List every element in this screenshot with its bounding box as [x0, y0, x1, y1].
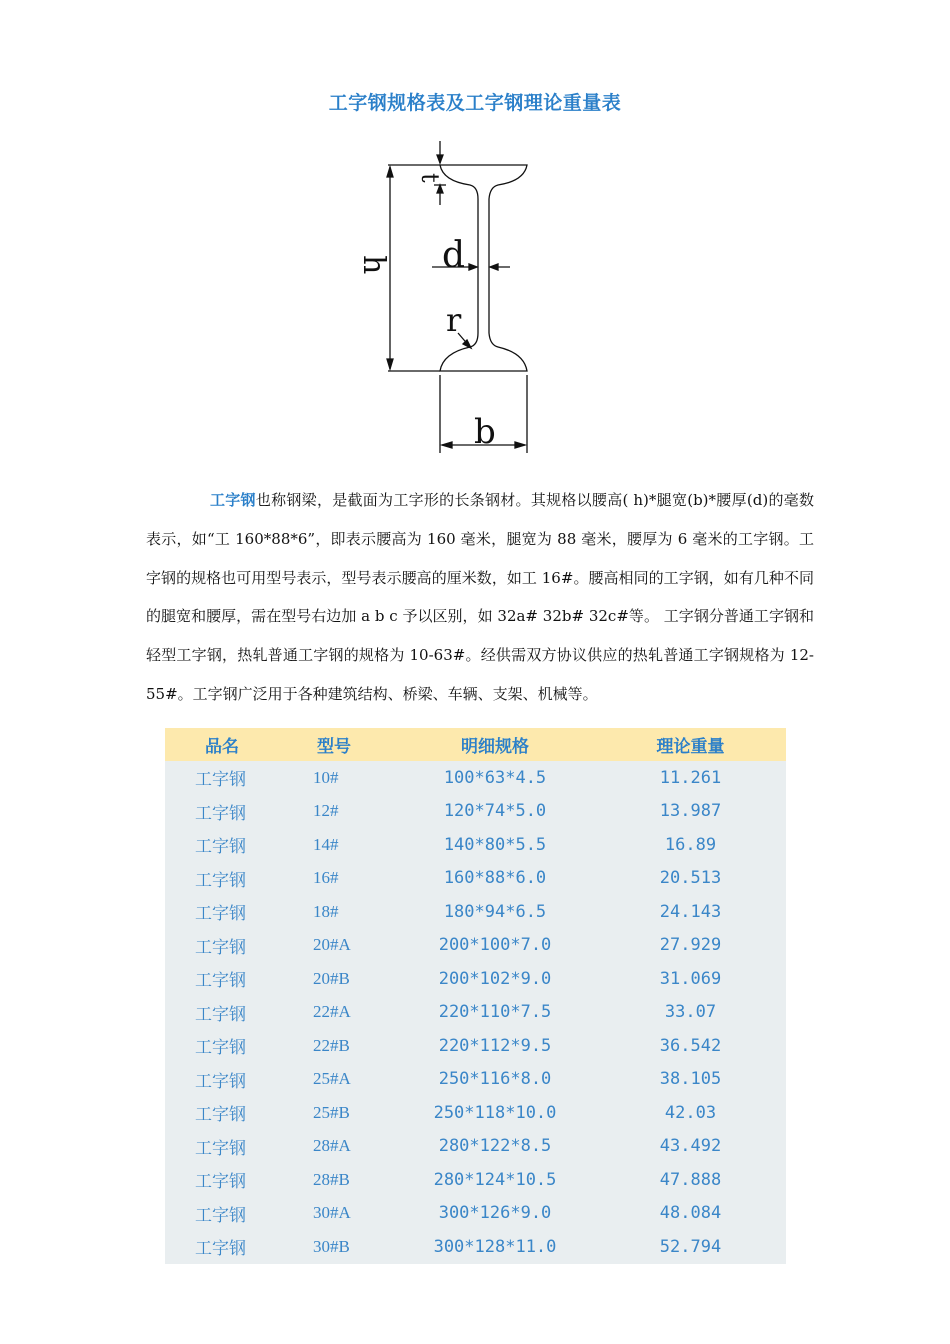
cell-spec: 220*110*7.5	[438, 1002, 552, 1023]
cell-weight: 16.89	[664, 834, 717, 855]
cell-model: 20#A	[313, 935, 351, 955]
table-row	[165, 1096, 786, 1130]
table-row	[165, 1197, 786, 1231]
cell-name: 工字钢	[195, 1071, 246, 1092]
cell-name: 工字钢	[195, 803, 246, 824]
cell-spec: 120*74*5.0	[443, 801, 547, 822]
cell-model: 20#B	[313, 968, 350, 988]
cell-name: 工字钢	[195, 937, 246, 958]
cell-spec: 160*88*6.0	[443, 868, 547, 889]
table-row	[165, 795, 786, 829]
cell-weight: 52.794	[659, 1236, 722, 1257]
table-row	[165, 929, 786, 963]
table-row	[165, 895, 786, 929]
spec-table	[165, 728, 786, 1264]
cell-model: 16#	[313, 868, 339, 888]
table-row	[165, 1063, 786, 1097]
table-row	[165, 761, 786, 795]
cell-model: 12#	[313, 801, 339, 821]
intro-lead-term: 工字钢	[210, 491, 256, 509]
cell-spec: 220*112*9.5	[438, 1035, 552, 1056]
label-b: b	[474, 412, 496, 452]
label-d: d	[442, 235, 466, 276]
table-row	[165, 862, 786, 896]
cell-name: 工字钢	[195, 1138, 246, 1159]
cell-name: 工字钢	[195, 837, 246, 858]
cell-name: 工字钢	[195, 1239, 246, 1260]
cell-weight: 36.542	[659, 1035, 722, 1056]
table-row	[165, 996, 786, 1030]
table-row	[165, 1130, 786, 1164]
label-t: t	[416, 173, 444, 183]
cell-weight: 27.929	[659, 935, 722, 956]
cell-name: 工字钢	[195, 1038, 246, 1059]
cell-name: 工字钢	[195, 1004, 246, 1025]
cell-model: 28#B	[313, 1169, 350, 1189]
table-row	[165, 1230, 786, 1264]
cell-weight: 31.069	[659, 968, 722, 989]
cell-spec: 100*63*4.5	[443, 767, 547, 788]
cell-spec: 180*94*6.5	[443, 901, 547, 922]
cell-weight: 20.513	[659, 868, 722, 889]
cell-model: 22#B	[313, 1035, 350, 1055]
cell-model: 18#	[313, 901, 339, 921]
cell-model: 10#	[313, 767, 339, 787]
cell-spec: 300*128*11.0	[433, 1236, 557, 1257]
table-row	[165, 1029, 786, 1063]
cell-model: 14#	[313, 834, 339, 854]
table-row	[165, 1163, 786, 1197]
spec-table-container	[165, 728, 786, 1264]
header-model: 型号	[317, 737, 351, 757]
cell-spec: 280*122*8.5	[438, 1136, 552, 1157]
table-row	[165, 828, 786, 862]
page-title: 工字钢规格表及工字钢理论重量表	[328, 92, 622, 114]
cell-weight: 24.143	[659, 901, 722, 922]
cell-name: 工字钢	[195, 870, 246, 891]
cell-spec: 200*102*9.0	[438, 968, 552, 989]
cell-weight: 11.261	[659, 767, 722, 788]
cell-weight: 47.888	[659, 1169, 722, 1190]
cell-weight: 38.105	[659, 1069, 722, 1090]
cell-spec: 200*100*7.0	[438, 935, 552, 956]
header-weight: 理论重量	[656, 737, 725, 757]
cell-model: 30#B	[313, 1236, 350, 1256]
cell-spec: 300*126*9.0	[438, 1203, 552, 1224]
cell-spec: 250*116*8.0	[438, 1069, 552, 1090]
cell-name: 工字钢	[195, 971, 246, 992]
cell-model: 25#B	[313, 1102, 350, 1122]
cell-name: 工字钢	[195, 770, 246, 791]
cell-name: 工字钢	[195, 1205, 246, 1226]
cell-spec: 140*80*5.5	[443, 834, 547, 855]
intro-body: 也称钢梁，是截面为工字形的长条钢材。其规格以腰高( h)*腿宽(b)*腰厚(d)的毫数表示，如“工 160*88*6”，即表示腰高为 160 毫米，腿宽为 88 毫米，腰厚为 6 毫米的工字钢。工字钢的规格也可用型号表示，型号表示腰高的厘米数，如工 16#。腰高相同的工字钢，如有几种不同的腿宽和腰厚，需在型号右边加 a b c 予以区别，如 32a# 32b# 32c#等。 工字钢分普通工字钢和轻型工字钢，热轧普通工字钢的规格为 10-63#。经供需双方协议供应的热轧普通工字钢规格为 12-55#。工字钢广泛用于各种建筑结构、桥梁、车辆、支架、机械等。	[146, 491, 814, 703]
cell-name: 工字钢	[195, 904, 246, 925]
cell-model: 28#A	[313, 1136, 351, 1156]
table-row	[165, 962, 786, 996]
cell-spec: 280*124*10.5	[433, 1169, 557, 1190]
label-h: h	[356, 255, 391, 275]
label-r: r	[446, 301, 462, 339]
cell-name: 工字钢	[195, 1105, 246, 1126]
cell-spec: 250*118*10.0	[433, 1102, 557, 1123]
cell-weight: 33.07	[664, 1002, 717, 1023]
header-name: 品名	[205, 737, 239, 757]
header-spec: 明细规格	[461, 737, 529, 757]
cell-weight: 13.987	[659, 801, 722, 822]
cell-weight: 42.03	[664, 1102, 717, 1123]
cell-model: 30#A	[313, 1203, 351, 1223]
cell-model: 22#A	[313, 1002, 351, 1022]
cell-model: 25#A	[313, 1069, 351, 1089]
cell-weight: 48.084	[659, 1203, 722, 1224]
cell-weight: 43.492	[659, 1136, 722, 1157]
intro-paragraph	[146, 481, 814, 714]
cell-name: 工字钢	[195, 1172, 246, 1193]
table-header-row	[165, 728, 786, 761]
i-beam-diagram	[350, 135, 550, 465]
